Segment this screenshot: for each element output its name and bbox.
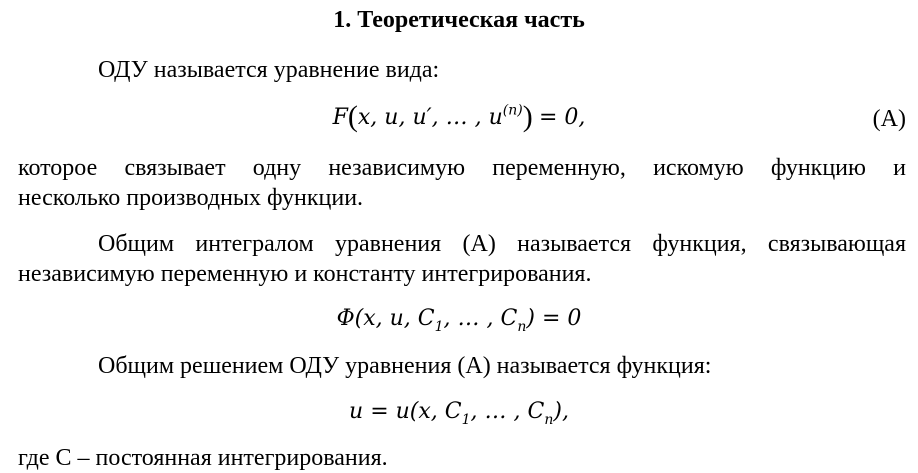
paragraph-constant-note: где С – постоянная интегрирования. bbox=[18, 445, 388, 471]
integral-mid: , … , C bbox=[443, 306, 518, 331]
paragraph-ode-description-line-1: которое связывает одну независимую переменную, искомую функцию и bbox=[18, 155, 906, 181]
solution-lhs: u = u(x, C bbox=[349, 399, 462, 424]
equation-a-close-paren: ) bbox=[522, 100, 533, 133]
equation-a-label: (A) bbox=[872, 106, 906, 132]
paragraph-ode-intro: ОДУ называется уравнение вида: bbox=[98, 57, 440, 83]
paragraph-general-integral-line-1: Общим интегралом уравнения (А) называется функция, связывающая bbox=[98, 231, 906, 257]
section-heading: 1. Теоретическая часть bbox=[333, 7, 585, 33]
paragraph-ode-description-line-2: несколько производных функции. bbox=[18, 185, 364, 211]
solution-rhs: ), bbox=[553, 399, 569, 424]
equation-a-function: F bbox=[332, 105, 348, 130]
integral-lhs: Φ(x, u, C bbox=[336, 306, 435, 331]
equation-a-rhs: = 0, bbox=[538, 105, 586, 130]
paragraph-general-integral-line-2: независимую переменную и константу интегрирования. bbox=[18, 261, 592, 287]
equation-a-open-paren: ( bbox=[347, 100, 358, 133]
paragraph-general-solution: Общим решением ОДУ уравнения (А) называется функция: bbox=[98, 353, 712, 379]
solution-sub-n: n bbox=[544, 412, 554, 428]
equation-a-args: x, u, u′, … , u bbox=[357, 105, 503, 130]
integral-sub-n: n bbox=[517, 319, 527, 335]
integral-rhs: ) = 0 bbox=[526, 306, 582, 331]
equation-general-solution bbox=[0, 396, 918, 427]
solution-mid: , … , C bbox=[470, 399, 545, 424]
equation-general-integral bbox=[0, 303, 918, 334]
integral-sub-1: 1 bbox=[434, 319, 444, 335]
solution-sub-1: 1 bbox=[461, 412, 471, 428]
equation-a-order: (n) bbox=[502, 102, 523, 119]
equation-a bbox=[0, 102, 918, 133]
